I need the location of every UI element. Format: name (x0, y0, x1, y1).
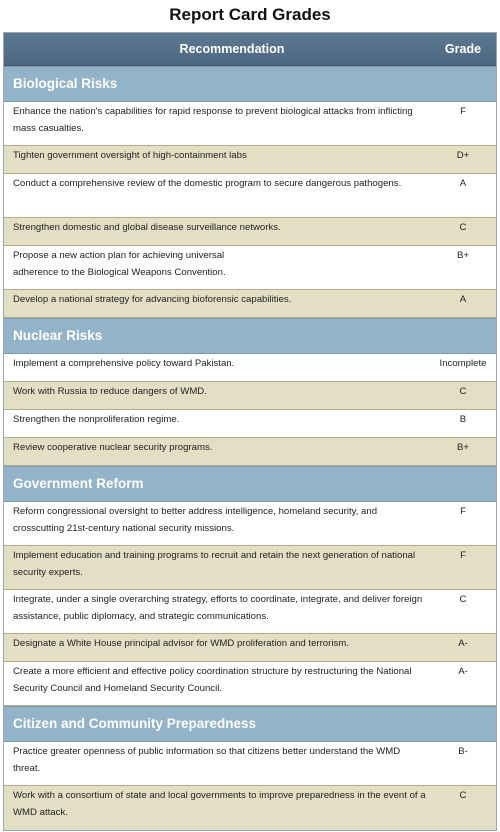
recommendation-text: Implement a comprehensive policy toward Pakistan. (13, 358, 235, 369)
section-biological-risks: Biological Risks (4, 66, 496, 102)
grade-value: Incomplete (439, 358, 487, 369)
table-row (4, 382, 496, 410)
grade-value: D+ (456, 150, 470, 161)
grade-value: F (460, 550, 466, 561)
grade-value: B (459, 414, 467, 425)
recommendation-text: Implement education and training programs to recruit and retain the next generation of national security experts. (13, 550, 416, 578)
grade-value: F (460, 106, 466, 117)
table-row (4, 590, 496, 634)
table-row (4, 634, 496, 662)
table-row (4, 174, 496, 218)
recommendation-text: Reform congressional oversight to better address intelligence, homeland security, and crosscutting 21st-century national security missions. (13, 506, 378, 534)
table-row (4, 354, 496, 382)
grade-value: A (459, 294, 467, 305)
recommendation-text: Work with Russia to reduce dangers of WMD. (13, 386, 207, 397)
section-government-reform: Government Reform (4, 466, 496, 502)
table-row (4, 246, 496, 290)
table-row (4, 410, 496, 438)
table-row (4, 438, 496, 466)
table-row (4, 146, 496, 174)
table-header (4, 33, 496, 66)
table-row (4, 786, 496, 830)
table-row (4, 218, 496, 246)
grade-value: B+ (456, 442, 469, 453)
table-row (4, 102, 496, 146)
recommendation-text: Review cooperative nuclear security programs. (13, 442, 213, 453)
section-nuclear-risks: Nuclear Risks (4, 318, 496, 354)
recommendation-text: Propose a new action plan for achieving universal adherence to the Biological Weapons Convention. (13, 250, 226, 278)
column-header-grade: Grade (444, 42, 482, 56)
grade-value: C (459, 594, 467, 605)
recommendation-text: Conduct a comprehensive review of the domestic program to secure dangerous pathogens. (13, 178, 402, 189)
column-header-recommendation: Recommendation (179, 42, 285, 56)
grade-value: C (459, 790, 467, 801)
table-row (4, 742, 496, 786)
table-row (4, 502, 496, 546)
table-row (4, 290, 496, 318)
grade-value: C (459, 222, 467, 233)
grade-value: B- (458, 746, 468, 757)
grade-value: F (460, 506, 466, 517)
recommendation-text: Work with a consortium of state and local governments to improve preparedness in the event of a WMD attack. (13, 790, 426, 818)
recommendation-text: Designate a White House principal advisor for WMD proliferation and terrorism. (13, 638, 349, 649)
grade-value: C (459, 386, 467, 397)
grade-value: A- (458, 638, 468, 649)
recommendation-text: Enhance the nation's capabilities for rapid response to prevent biological attacks from inflicting mass casualties. (13, 106, 413, 134)
recommendation-text: Create a more efficient and effective policy coordination structure by restructuring the National Security Council and Homeland Security Council. (13, 666, 412, 694)
recommendation-text: Develop a national strategy for advancing bioforensic capabilities. (13, 294, 292, 305)
grade-value: B+ (456, 250, 469, 261)
recommendation-text: Integrate, under a single overarching strategy, efforts to coordinate, integrate, and deliver foreign assistance, public diplomacy, and strategic communications. (13, 594, 423, 622)
recommendation-text: Strengthen domestic and global disease surveillance networks. (13, 222, 281, 233)
table-row (4, 662, 496, 706)
recommendation-text: Strengthen the nonproliferation regime. (13, 414, 180, 425)
report-card-table (3, 32, 497, 831)
section-citizen-and-community-preparedness: Citizen and Community Preparedness (4, 706, 496, 742)
recommendation-text: Practice greater openness of public information so that citizens better understand the WMD threat. (13, 746, 401, 774)
page-title: Report Card Grades (169, 5, 331, 24)
table-row (4, 546, 496, 590)
grade-value: A- (458, 666, 468, 677)
grade-value: A (459, 178, 467, 189)
recommendation-text: Tighten government oversight of high-containment labs (13, 150, 247, 161)
